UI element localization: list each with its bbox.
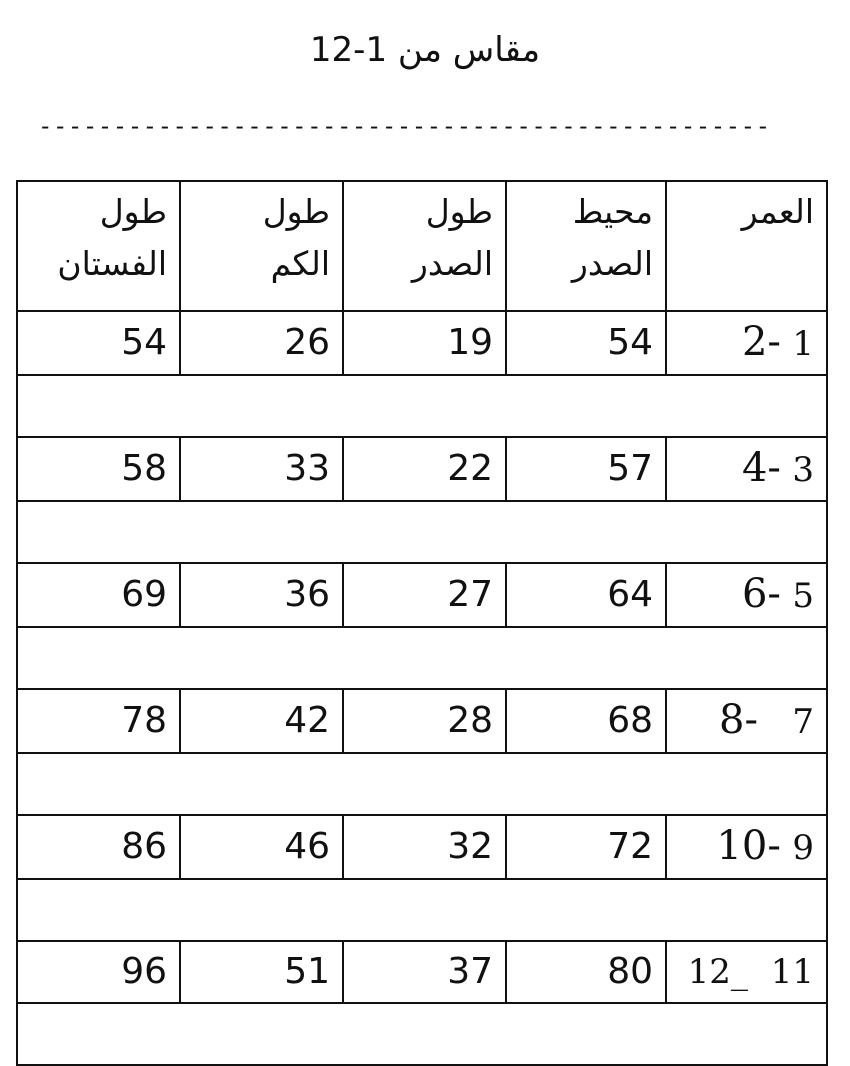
cell-age (666, 689, 827, 753)
age-lower: 5 (792, 576, 814, 616)
cell-chest-length: 22 (343, 437, 506, 501)
table-row (17, 437, 827, 501)
spacer-row (17, 375, 827, 437)
cell-chest-circumference: 80 (506, 941, 666, 1003)
header-chest-length-line1: طول (425, 192, 493, 231)
cell-age (666, 311, 827, 375)
cell-sleeve-length: 51 (180, 941, 343, 1003)
cell-dress-length: 69 (17, 563, 180, 627)
cell-sleeve-length: 46 (180, 815, 343, 879)
cell-sleeve-length: 33 (180, 437, 343, 501)
age-lower: 9 (792, 828, 814, 868)
header-chest-circumference (506, 181, 666, 311)
age-upper: 6- (741, 571, 781, 617)
header-dress-length (17, 181, 180, 311)
cell-dress-length: 78 (17, 689, 180, 753)
header-chest-length (343, 181, 506, 311)
age-lower: 1 (792, 324, 814, 364)
table-row (17, 563, 827, 627)
cell-age (666, 815, 827, 879)
cell-dress-length: 58 (17, 437, 180, 501)
cell-chest-circumference: 57 (506, 437, 666, 501)
cell-chest-length: 19 (343, 311, 506, 375)
page-title: مقاس من 1-12 (309, 30, 541, 70)
spacer-row (17, 879, 827, 941)
header-chest-circumference-line1: محيط (572, 192, 653, 231)
age-lower: 7 (792, 702, 814, 742)
header-sleeve-length-line1: طول (262, 192, 330, 231)
header-age-label: العمر (741, 192, 814, 231)
cell-dress-length: 86 (17, 815, 180, 879)
cell-age (666, 437, 827, 501)
spacer-row (17, 627, 827, 689)
age-upper: 2- (741, 319, 781, 365)
header-dress-length-line2: الفستان (57, 244, 167, 283)
table-header-row (17, 181, 827, 311)
age-upper: 12_ (687, 952, 748, 992)
cell-chest-length: 27 (343, 563, 506, 627)
header-chest-length-line2: الصدر (411, 244, 493, 283)
cell-chest-circumference: 54 (506, 311, 666, 375)
dashed-separator: ------------------------------------------------- (38, 112, 771, 140)
cell-sleeve-length: 42 (180, 689, 343, 753)
cell-chest-circumference: 64 (506, 563, 666, 627)
cell-chest-circumference: 72 (506, 815, 666, 879)
header-chest-circumference-line2: الصدر (571, 244, 653, 283)
header-dress-length-line1: طول (99, 192, 167, 231)
cell-chest-length: 37 (343, 941, 506, 1003)
cell-chest-length: 32 (343, 815, 506, 879)
age-upper: 10- (716, 823, 781, 869)
cell-chest-circumference: 68 (506, 689, 666, 753)
cell-sleeve-length: 36 (180, 563, 343, 627)
table-row (17, 311, 827, 375)
table-row (17, 815, 827, 879)
table-row (17, 689, 827, 753)
spacer-row (17, 501, 827, 563)
age-upper: 4- (741, 445, 781, 491)
age-lower: 3 (792, 450, 814, 490)
cell-dress-length: 54 (17, 311, 180, 375)
spacer-row (17, 1003, 827, 1065)
cell-chest-length: 28 (343, 689, 506, 753)
cell-sleeve-length: 26 (180, 311, 343, 375)
header-age (666, 181, 827, 311)
size-chart-table (16, 180, 828, 1066)
header-sleeve-length-line2: الكم (270, 244, 330, 283)
header-sleeve-length (180, 181, 343, 311)
cell-age (666, 563, 827, 627)
cell-dress-length: 96 (17, 941, 180, 1003)
cell-age (666, 941, 827, 1003)
table-row (17, 941, 827, 1003)
spacer-row (17, 753, 827, 815)
age-lower: 11 (770, 952, 814, 992)
age-upper: 8- (719, 697, 759, 743)
